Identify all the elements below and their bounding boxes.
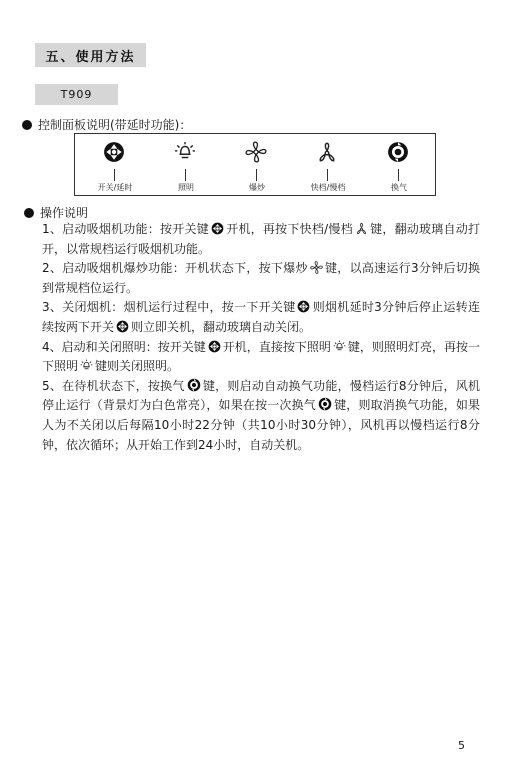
text: 键，以高速运行3分钟后切换到常规档位运行。 [42,261,480,295]
text: 键则关闭照明。 [95,359,180,374]
panel-button-label: 爆炒 [249,183,265,192]
text: 键，翻动玻璃自动打开，以常规档运行吸烟机功能。 [42,222,480,256]
panel-heading-text: 控制面板说明(带延时功能)： [38,118,192,132]
indicator-line [256,169,257,181]
instruction-4 [42,338,480,377]
bullet-icon [22,120,32,130]
indicator-line [327,169,328,181]
text: 键，则启动自动换气功能，慢档运行8分钟后，风机停止运行（背景灯为白色常亮），如果在按一次换气 [42,378,480,413]
fan-high-icon [310,261,323,274]
lamp-icon [80,359,93,372]
power-delay-icon [211,222,224,235]
panel-heading [22,116,191,133]
text: 2、启动吸烟机爆炒功能：开机状态下，按下爆炒 [42,261,308,276]
instruction-2 [42,259,480,298]
power-delay-icon [208,340,221,353]
control-panel [74,133,436,196]
power-delay-icon [116,320,129,333]
air-exchange-icon [387,141,409,163]
lamp-icon [174,141,196,163]
instruction-3 [42,298,480,337]
panel-button-label: 快档/慢档 [310,183,346,192]
text: 3、关闭烟机：烟机运行过程中，按一下开关键 [42,300,296,315]
indicator-line [185,169,186,181]
panel-button-air[interactable] [359,134,439,196]
panel-button-speed[interactable] [288,134,368,196]
panel-button-boost[interactable] [217,134,297,196]
text: 键，则取消换气功能，如果人为不关闭以后每隔10小时22分钟（共10小时30分钟），风机再以慢档运行8分钟，依次循环；从开始工作到24小时，自动关机。 [42,398,480,452]
fan-speed-icon [355,222,368,235]
text: 则立即关机，翻动玻璃自动关闭。 [131,319,312,334]
text: 4、启动和关闭照明：按开关键 [42,339,206,354]
instruction-1 [42,220,480,259]
text: 键，则照明灯亮，再按一下照明 [42,339,480,374]
panel-button-light[interactable] [146,134,226,196]
lamp-icon [333,340,346,353]
text: 5、在待机状态下，按换气 [42,378,185,393]
panel-button-label: 换气 [391,183,407,192]
power-delay-icon [297,300,310,313]
text: 1、启动吸烟机功能：按开关键 [42,222,209,236]
instruction-5 [42,377,480,455]
ops-heading [24,204,88,221]
section-title: 五、使用方法 [35,43,146,67]
panel-button-power[interactable] [75,134,155,196]
instructions [42,220,480,455]
indicator-line [398,169,399,181]
fan-high-icon [245,141,267,163]
air-exchange-icon [187,378,201,392]
text: 开机，直接按下照明 [222,339,331,354]
indicator-line [114,169,115,181]
page-number: 5 [458,739,465,752]
air-exchange-icon [318,397,332,411]
bullet-icon [24,208,34,218]
panel-button-label: 开关/延时 [97,183,133,192]
text: 开机，再按下快档/慢档 [225,222,353,236]
text: 则烟机延时3分钟后停止运转连续按两下开关 [42,300,480,334]
ops-heading-text: 操作说明 [40,206,89,220]
panel-button-label: 照明 [178,183,194,192]
power-delay-icon [103,141,125,163]
model-tag: T909 [35,84,118,105]
fan-speed-icon [316,141,338,163]
